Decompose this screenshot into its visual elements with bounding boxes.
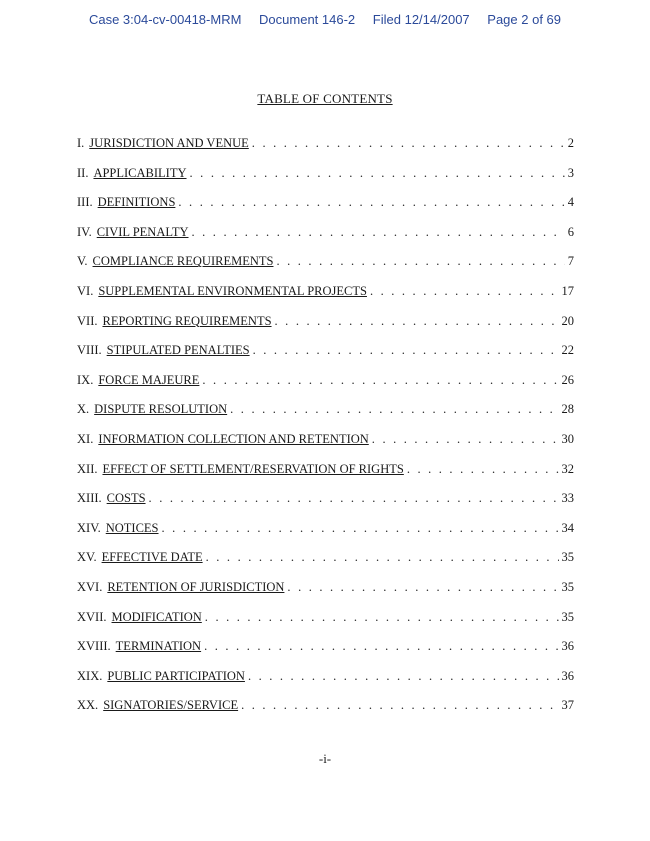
toc-entry-page: 35	[561, 550, 574, 565]
toc-entry-title[interactable]: SUPPLEMENTAL ENVIRONMENTAL PROJECTS	[98, 283, 367, 298]
dot-leader	[162, 521, 559, 536]
toc-entry[interactable]	[77, 195, 574, 225]
toc-entry[interactable]	[77, 284, 574, 314]
dot-leader	[206, 550, 559, 565]
dot-leader	[204, 639, 558, 654]
toc-entry-page: 34	[561, 520, 574, 535]
toc-entry-title[interactable]: CIVIL PENALTY	[96, 224, 189, 239]
toc-entry-number: XVIII.	[77, 639, 111, 654]
dot-leader	[287, 580, 558, 595]
toc-entry-page: 7	[567, 254, 574, 269]
toc-entry-page: 3	[567, 165, 574, 180]
toc-entry-page: 32	[561, 461, 574, 476]
toc-entry-title[interactable]: INFORMATION COLLECTION AND RETENTION	[98, 431, 369, 446]
toc-entry-title[interactable]: RETENTION OF JURISDICTION	[107, 579, 285, 594]
toc-entry-number: XX.	[77, 698, 99, 713]
toc-entry-number: XI.	[77, 431, 94, 446]
dot-leader	[230, 402, 558, 417]
toc-entry-number: XVI.	[77, 579, 103, 594]
toc-entry-page: 37	[561, 698, 574, 713]
toc-entry-title[interactable]: APPLICABILITY	[93, 165, 187, 180]
toc-entry-page: 4	[567, 195, 574, 210]
toc-entry[interactable]	[77, 462, 574, 492]
toc-entry-number: X.	[77, 402, 90, 417]
page-indicator: Page 2 of 69	[487, 12, 562, 27]
toc-entry-number: V.	[77, 254, 88, 269]
dot-leader	[253, 343, 559, 358]
toc-entry[interactable]	[77, 254, 574, 284]
toc-entry-number: XIV.	[77, 520, 101, 535]
dot-leader	[149, 491, 559, 506]
toc-entry[interactable]	[77, 314, 574, 344]
toc-entry-title[interactable]: NOTICES	[105, 520, 159, 535]
toc-entry[interactable]	[77, 580, 574, 610]
toc-entry-page: 33	[561, 491, 574, 506]
toc-entry[interactable]	[77, 402, 574, 432]
toc-entry-number: VII.	[77, 313, 98, 328]
toc-entry-title[interactable]: EFFECT OF SETTLEMENT/RESERVATION OF RIGHTS	[102, 461, 404, 476]
dot-leader	[372, 432, 559, 447]
dot-leader	[241, 698, 558, 713]
toc-entry-title[interactable]: EFFECTIVE DATE	[101, 550, 203, 565]
toc-entry[interactable]	[77, 698, 574, 728]
dot-leader	[248, 669, 559, 684]
document-number: Document 146-2	[259, 12, 356, 27]
dot-leader	[190, 166, 565, 181]
toc-entry-title[interactable]: DISPUTE RESOLUTION	[94, 402, 228, 417]
dot-leader	[275, 314, 559, 329]
toc-entry-number: XV.	[77, 550, 97, 565]
toc-entry-title[interactable]: JURISDICTION AND VENUE	[89, 136, 249, 150]
toc-entry-number: XIX.	[77, 668, 103, 683]
toc-entry-title[interactable]: FORCE MAJEURE	[98, 372, 200, 387]
dot-leader	[192, 225, 565, 240]
dot-leader	[178, 195, 564, 210]
toc-entry[interactable]	[77, 639, 574, 669]
toc-entry-page: 36	[561, 639, 574, 654]
toc-entry-page: 35	[561, 609, 574, 624]
toc-entry[interactable]	[77, 669, 574, 699]
toc-entry-number: I.	[77, 136, 85, 150]
toc-entry-number: II.	[77, 165, 89, 180]
toc-entry-title[interactable]: SIGNATORIES/SERVICE	[103, 698, 239, 713]
toc-entry-title[interactable]: PUBLIC PARTICIPATION	[107, 668, 245, 683]
footer-page-label: -i-	[318, 751, 332, 766]
toc-entry[interactable]	[77, 166, 574, 196]
toc-entry-page: 17	[561, 283, 574, 298]
toc-entry-title[interactable]: STIPULATED PENALTIES	[106, 343, 250, 358]
page-footer	[0, 751, 650, 767]
toc-heading: TABLE OF CONTENTS	[257, 91, 393, 106]
toc-entry-title[interactable]: TERMINATION	[115, 639, 202, 654]
toc-entry-page: 22	[561, 343, 574, 358]
toc-entry[interactable]	[77, 521, 574, 551]
dot-leader	[276, 254, 564, 269]
toc-entry-title[interactable]: MODIFICATION	[111, 609, 202, 624]
dot-leader	[202, 373, 558, 388]
toc-entry-number: VIII.	[77, 343, 102, 358]
toc-entry-number: XVII.	[77, 609, 107, 624]
toc-entry[interactable]	[77, 225, 574, 255]
toc-entry-page: 36	[561, 668, 574, 683]
toc-entry[interactable]	[77, 373, 574, 403]
toc-entry-page: 35	[561, 579, 574, 594]
toc-entry-page: 28	[561, 402, 574, 417]
toc-entry[interactable]	[77, 432, 574, 462]
toc-entry-number: III.	[77, 195, 93, 210]
toc-entry-page: 30	[561, 431, 574, 446]
toc-entry-page: 6	[567, 224, 574, 239]
toc-entry[interactable]	[77, 550, 574, 580]
toc-entry[interactable]	[77, 491, 574, 521]
toc-entry-title[interactable]: REPORTING REQUIREMENTS	[102, 313, 272, 328]
toc-entry-title[interactable]: COSTS	[106, 491, 146, 506]
toc-entry[interactable]	[77, 610, 574, 640]
dot-leader	[205, 610, 559, 625]
toc-entry[interactable]	[77, 136, 574, 166]
toc-entry-number: XII.	[77, 461, 98, 476]
toc-entry-page: 20	[561, 313, 574, 328]
toc-entry-page: 26	[561, 372, 574, 387]
toc-entry[interactable]	[77, 343, 574, 373]
filed-date: Filed 12/14/2007	[372, 12, 470, 27]
toc-entry-title[interactable]: COMPLIANCE REQUIREMENTS	[92, 254, 274, 269]
toc-entry-page: 2	[567, 136, 574, 150]
toc-entry-number: IX.	[77, 372, 94, 387]
dot-leader	[370, 284, 559, 299]
case-number: Case 3:04-cv-00418-MRM	[88, 12, 242, 27]
dot-leader	[407, 462, 559, 477]
toc-entry-title[interactable]: DEFINITIONS	[97, 195, 176, 210]
toc-entry-number: IV.	[77, 224, 92, 239]
document-header	[0, 12, 650, 27]
table-of-contents	[77, 136, 574, 728]
dot-leader	[252, 136, 565, 151]
toc-entry-number: XIII.	[77, 491, 102, 506]
toc-entry-number: VI.	[77, 283, 94, 298]
